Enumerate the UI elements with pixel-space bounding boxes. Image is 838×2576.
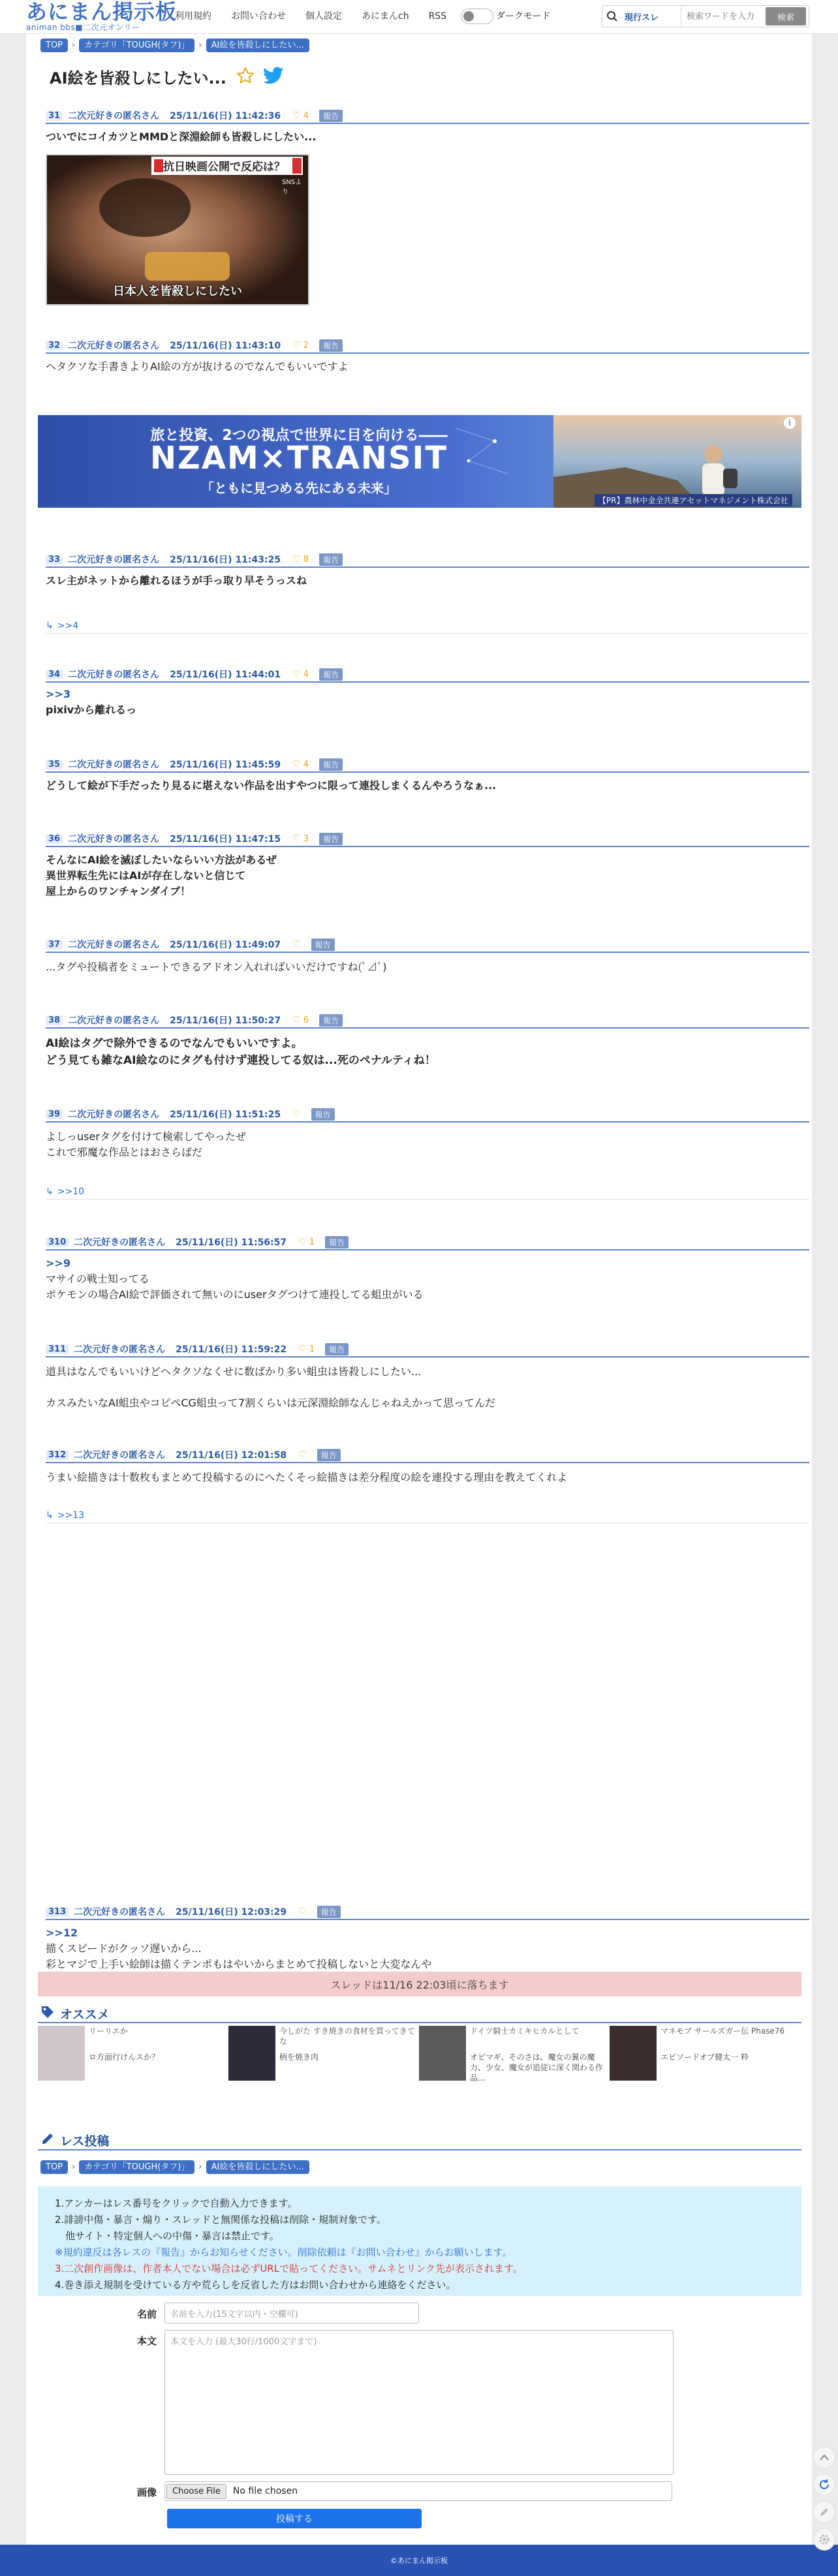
- post-date: 25/11/16(日) 11:45:59: [170, 760, 281, 770]
- like-button[interactable]: [292, 833, 309, 844]
- post-author: 二次元好きの匿名さん: [68, 1016, 160, 1026]
- post-line: ついでにコイカツとMMDと深淵絵師も皆殺しにしたい...: [46, 131, 317, 143]
- name-input[interactable]: 名前を入力(15文字以内・空欄可): [164, 2303, 419, 2323]
- ad-brand: NZAM×TRANSIT: [149, 440, 448, 476]
- like-count: 4: [303, 111, 309, 121]
- post-body: [46, 359, 796, 375]
- post-header: [46, 1904, 809, 1920]
- post-date: 25/11/16(日) 11:49:07: [170, 940, 281, 950]
- choose-file-button[interactable]: Choose File: [166, 2484, 226, 2499]
- recommend-thumbnail: [38, 2026, 85, 2081]
- ad-line1: 旅と投資、2つの視点で世界に目を向ける――: [150, 427, 448, 444]
- post-line: 描くスピードがクッソ遅いから...: [46, 1942, 202, 1955]
- post-line: ポケモンの場合AI絵で評価されて無いのにuserタグつけて連投してる蛆虫がいる: [46, 1288, 424, 1301]
- breadcrumb-top[interactable]: TOP: [40, 2160, 68, 2174]
- post-body: [46, 573, 796, 589]
- report-button[interactable]: 報告: [317, 1449, 341, 1461]
- advertisement-banner[interactable]: [38, 415, 801, 508]
- dark-mode-label: ダークモード: [496, 11, 551, 22]
- section-divider: [38, 2149, 801, 2150]
- post-header: [46, 338, 809, 354]
- recommend-subtitle-text: オビマギ、そのさは、魔女の翼の魔力、少女、魔女が追従に深く関わる作品...: [470, 2053, 604, 2083]
- like-count: 1: [309, 1344, 315, 1354]
- post-line: マサイの戦士知ってる: [46, 1273, 149, 1285]
- report-button[interactable]: 報告: [319, 110, 343, 122]
- recommend-subtitle-text: エピソードオブ健太一 粋: [660, 2053, 749, 2062]
- search-input[interactable]: [681, 7, 772, 26]
- post-date: 25/11/16(日) 11:47:15: [170, 834, 281, 845]
- reply-anchor: >>13: [57, 1510, 85, 1521]
- report-button[interactable]: 報告: [319, 668, 343, 681]
- like-button[interactable]: [298, 1906, 307, 1917]
- post-body: [46, 1035, 796, 1069]
- post-author: 二次元好きの匿名さん: [68, 760, 160, 770]
- like-count: 1: [309, 1237, 315, 1247]
- recommend-heading: [40, 2005, 110, 2023]
- breadcrumb-category[interactable]: カテゴリ「TOUGH(タフ)」: [79, 39, 194, 52]
- nav-rss[interactable]: RSS: [428, 11, 447, 22]
- recommend-thumbnail: [228, 2026, 275, 2081]
- post-number[interactable]: 34: [46, 670, 63, 679]
- site-logo[interactable]: [26, 0, 177, 33]
- post-date: 25/11/16(日) 11:50:27: [170, 1016, 281, 1026]
- heart-icon: ♡: [292, 340, 301, 350]
- recommend-title-text: ドイツ騎士カミキヒカルとして: [470, 2026, 580, 2036]
- logo-title: あにまん掲示板: [26, 0, 178, 24]
- post-author: 二次元好きの匿名さん: [68, 834, 160, 845]
- post-author: 二次元好きの匿名さん: [68, 555, 160, 565]
- heart-icon: ♡: [292, 1015, 301, 1025]
- scroll-top-button[interactable]: [813, 2446, 835, 2468]
- breadcrumb-thread[interactable]: AI絵を皆殺しにしたい...: [206, 39, 309, 52]
- like-count: 3: [303, 834, 309, 844]
- like-button[interactable]: [292, 759, 309, 769]
- recommend-title: オススメ: [60, 2008, 110, 2022]
- post-number[interactable]: 38: [46, 1016, 63, 1025]
- post-line: どう見ても雑なAI絵なのにタグも付けず連投してる奴は...死のペナルティね！: [46, 1054, 436, 1067]
- post-body: [46, 129, 796, 145]
- rule-line: 4.巻き添え規制を受けている方や荒らしを反省した方はお問い合わせから連絡をください。: [55, 2279, 456, 2291]
- nav-animanch[interactable]: あにまんch: [362, 11, 409, 22]
- post-author: 二次元好きの匿名さん: [68, 1110, 160, 1120]
- like-button[interactable]: [292, 1015, 309, 1025]
- search-bar: [602, 5, 809, 27]
- reply-form-title: レス投稿: [60, 2134, 110, 2149]
- post-date: 25/11/16(日) 11:43:25: [170, 555, 281, 565]
- rule-line: 1.アンカーはレス番号をクリックで自動入力できます。: [55, 2197, 298, 2209]
- breadcrumb-bottom: [40, 2160, 313, 2174]
- like-button[interactable]: [292, 669, 309, 679]
- recommend-thumbnail: [610, 2026, 657, 2081]
- like-count: 6: [303, 1016, 309, 1025]
- post-line: そんなにAI絵を滅ぼしたいならいい方法があるぜ: [46, 854, 277, 866]
- thread-title: AI絵を皆殺しにしたい...: [50, 69, 226, 87]
- reply-anchor: >>4: [57, 620, 79, 631]
- post-number[interactable]: 39: [46, 1110, 63, 1119]
- reply-arrow-icon: ↳: [46, 1510, 54, 1521]
- post-line: 彩とマジで上手い絵師は描くテンポもはやいからまとめて投稿しないと大変なんや: [46, 1958, 432, 1970]
- post-header: [46, 757, 809, 773]
- post-line: どうして絵が下手だったり見るに堪えない作品を出すやつに限って連投しまくるんやろうなぁ...: [46, 779, 497, 792]
- post-header: [46, 552, 809, 568]
- post-date: 25/11/16(日) 11:44:01: [170, 670, 281, 680]
- post-number[interactable]: 313: [46, 1907, 69, 1917]
- post-number[interactable]: 310: [46, 1237, 69, 1247]
- post-author: 二次元好きの匿名さん: [68, 111, 160, 121]
- post-body: [46, 959, 796, 975]
- post-line: 道具はなんでもいいけどヘタクソなくせに数ばかり多い蛆虫は皆殺しにしたい...: [46, 1365, 422, 1378]
- post-number[interactable]: 33: [46, 555, 63, 565]
- post-number[interactable]: 312: [46, 1450, 69, 1460]
- heart-icon: ♡: [292, 833, 301, 844]
- post-number[interactable]: 31: [46, 111, 63, 121]
- post-header: [46, 1107, 809, 1123]
- report-button[interactable]: 報告: [319, 1014, 343, 1027]
- heart-icon: ♡: [292, 110, 301, 121]
- file-status: No file chosen: [232, 2486, 298, 2496]
- reload-icon[interactable]: [813, 2474, 835, 2496]
- twitter-share-icon[interactable]: [263, 67, 284, 87]
- reply-anchor: >>10: [57, 1186, 85, 1197]
- site-header: [0, 0, 838, 34]
- post-author: 二次元好きの匿名さん: [68, 341, 160, 351]
- heart-icon: ♡: [298, 1906, 307, 1917]
- report-button[interactable]: 報告: [319, 758, 343, 771]
- post-header: [46, 1013, 809, 1029]
- post-author: 二次元好きの匿名さん: [74, 1907, 166, 1917]
- post-author: 二次元好きの匿名さん: [74, 1237, 166, 1248]
- post-line: AI絵はタグで除外できるのでなんでもいいですよ。: [46, 1037, 303, 1050]
- post-author: 二次元好きの匿名さん: [68, 670, 160, 680]
- post-date: 25/11/16(日) 11:43:10: [170, 341, 281, 351]
- post-line: pixivから離れるっ: [46, 704, 137, 716]
- like-button[interactable]: [292, 1109, 301, 1119]
- copyright-text: ©あにまん掲示板: [390, 2556, 448, 2565]
- favorite-star-icon[interactable]: [236, 66, 255, 88]
- search-scope-select[interactable]: 現行スレ: [625, 12, 659, 23]
- breadcrumb-top[interactable]: TOP: [40, 39, 68, 52]
- post-number[interactable]: 311: [46, 1344, 69, 1354]
- recommend-thumbnail: [419, 2026, 466, 2081]
- like-button[interactable]: [292, 340, 309, 350]
- reply-link[interactable]: [46, 1508, 809, 1523]
- post-line: 異世界転生先にはAIが存在しないと信じて: [46, 869, 246, 882]
- post-line: よしっuserタグを付けて検索してやったぜ: [46, 1130, 246, 1143]
- report-button[interactable]: 報告: [311, 939, 335, 951]
- post-number[interactable]: 32: [46, 341, 63, 350]
- breadcrumb-separator: ›: [72, 40, 76, 50]
- submit-post-button[interactable]: 投稿する: [167, 2509, 422, 2528]
- tag-icon: [40, 2005, 55, 2023]
- report-button[interactable]: 報告: [325, 1236, 349, 1249]
- post-header: [46, 108, 809, 124]
- body-textarea[interactable]: 本文を入力 (最大30行/1000文字まで): [164, 2330, 674, 2475]
- nav-contact[interactable]: お問い合わせ: [231, 11, 286, 22]
- gear-icon[interactable]: [813, 2528, 835, 2551]
- body-label: 本文: [137, 2335, 157, 2347]
- post-author: 二次元好きの匿名さん: [74, 1450, 166, 1461]
- post-body: [46, 1364, 796, 1411]
- post-date: 25/11/16(日) 11:59:22: [176, 1344, 287, 1355]
- like-count: 4: [303, 670, 309, 679]
- image-bottom-caption: 日本人を皆殺しにしたい: [113, 285, 242, 298]
- heart-icon: ♡: [292, 669, 301, 679]
- rule-line: 2.誹謗中傷・暴言・煽り・スレッドと無関係な投稿は削除・規制対象です。: [55, 2214, 386, 2226]
- post-header: [46, 831, 809, 847]
- reply-link[interactable]: [46, 1184, 809, 1200]
- report-button[interactable]: 報告: [325, 1343, 349, 1356]
- write-icon[interactable]: [813, 2501, 835, 2523]
- pencil-icon: [40, 2132, 55, 2149]
- breadcrumb: [40, 38, 313, 52]
- name-label: 名前: [137, 2308, 157, 2320]
- dark-mode-toggle[interactable]: [461, 8, 493, 24]
- heart-icon: ♡: [292, 939, 301, 950]
- post-header: [46, 1448, 809, 1463]
- recommend-item[interactable]: [610, 2026, 796, 2086]
- report-button[interactable]: 報告: [319, 553, 343, 566]
- posting-rules: [38, 2186, 801, 2296]
- ad-sponsor: 【PR】農林中金全共連アセットマネジメント株式会社: [595, 494, 792, 506]
- breadcrumb-category[interactable]: カテゴリ「TOUGH(タフ)」: [79, 2160, 194, 2174]
- like-count: 4: [303, 760, 309, 769]
- nav-terms[interactable]: 利用規約: [175, 11, 211, 22]
- recommend-title-text: リーリエか: [89, 2026, 128, 2036]
- post-author: 二次元好きの匿名さん: [74, 1344, 166, 1355]
- post-number[interactable]: 37: [46, 940, 63, 950]
- like-count: 2: [303, 341, 309, 350]
- post-line: ...タグや投稿者をミュートできるアドオン入れればいいだけですね(ﾟ⊿ﾟ): [46, 961, 387, 973]
- reply-link[interactable]: [46, 618, 809, 634]
- post-header: [46, 937, 809, 953]
- heart-icon: ♡: [298, 1237, 307, 1247]
- heart-icon: ♡: [298, 1450, 307, 1460]
- post-line: 屋上からのワンチャンダイブ！: [46, 885, 191, 897]
- post-anchor-link[interactable]: >>3: [46, 688, 70, 700]
- report-button[interactable]: 報告: [317, 1906, 341, 1918]
- thread-title-row: [50, 65, 284, 88]
- recommend-subtitle-text: ロ方面行けんスか？: [89, 2053, 160, 2062]
- heart-icon: ♡: [298, 1344, 307, 1354]
- breadcrumb-separator: ›: [72, 2162, 76, 2172]
- post-line: ヘタクソな手書きよりAI絵の方が抜けるのでなんでもいいですよ: [46, 360, 349, 373]
- nav-personal-settings[interactable]: 個人設定: [305, 11, 342, 22]
- image-source-tag: SNSより: [282, 179, 302, 196]
- post-body: [46, 1925, 796, 1972]
- recommend-title-text: 今しがた すき焼きの食材を買ってきてな: [279, 2026, 415, 2046]
- reply-arrow-icon: ↳: [46, 1186, 54, 1197]
- recommend-subtitle-text: 柄を焼き肉: [279, 2053, 319, 2062]
- post-line: スレ主がネットから離れるほうが手っ取り早そうっスね: [46, 574, 307, 587]
- recommend-item[interactable]: [419, 2026, 606, 2086]
- breadcrumb-thread[interactable]: AI絵を皆殺しにしたい...: [206, 2160, 309, 2174]
- post-number[interactable]: 35: [46, 760, 63, 769]
- report-button[interactable]: 報告: [311, 1108, 335, 1121]
- recommend-item[interactable]: [228, 2026, 415, 2086]
- thread-expiry-notice: スレッドは11/16 22:03頃に落ちます: [38, 1972, 801, 1996]
- recommend-title-text: マネモブ サールズガー伝 Phase76: [660, 2026, 785, 2036]
- post-body: [46, 687, 796, 718]
- logo-subtitle: animan bbs■二次元オンリー: [26, 23, 140, 32]
- section-divider: [38, 2022, 801, 2023]
- image-label: 画像: [137, 2487, 157, 2498]
- top-nav: [175, 9, 466, 23]
- post-date: 25/11/16(日) 11:51:25: [170, 1110, 281, 1120]
- like-button[interactable]: [292, 554, 309, 565]
- like-button[interactable]: [298, 1237, 315, 1247]
- post-date: 25/11/16(日) 11:56:57: [176, 1237, 287, 1248]
- heart-icon: ♡: [292, 554, 301, 565]
- search-button[interactable]: 検索: [766, 7, 806, 25]
- post-anchor-link[interactable]: >>9: [46, 1257, 70, 1269]
- reply-form-heading: [40, 2132, 109, 2149]
- like-count: 8: [303, 555, 309, 565]
- breadcrumb-separator: ›: [198, 40, 202, 50]
- post-date: 25/11/16(日) 12:03:29: [176, 1907, 287, 1917]
- ad-tagline: 「ともに見つめる先にある未来」: [201, 480, 397, 496]
- like-button[interactable]: [292, 939, 301, 950]
- post-date: 25/11/16(日) 12:01:58: [176, 1450, 287, 1461]
- rule-line: 3.二次創作画像は、作者本人でない場合は必ずURLで貼ってください。サムネとリンク先が表示されます。: [55, 2263, 523, 2274]
- rule-line: ※規約違反は各レスの『報告』からお知らせください。削除依頼は『お問い合わせ』からお願いします。: [55, 2246, 512, 2258]
- like-button[interactable]: [292, 110, 309, 121]
- heart-icon: ♡: [292, 1109, 301, 1119]
- post-body: [46, 1256, 796, 1303]
- post-body: [46, 1129, 796, 1160]
- post-line: これで邪魔な作品とはおさらばだ: [46, 1146, 203, 1158]
- search-icon: [602, 7, 622, 26]
- report-button[interactable]: 報告: [319, 339, 343, 352]
- post-header: [46, 1342, 809, 1358]
- post-number[interactable]: 36: [46, 834, 63, 844]
- post-line: [46, 1380, 796, 1395]
- like-button[interactable]: [298, 1344, 315, 1354]
- like-button[interactable]: [298, 1450, 307, 1460]
- post-body: [46, 778, 796, 794]
- post-body: [46, 852, 796, 899]
- post-anchor-link[interactable]: >>12: [46, 1927, 78, 1939]
- rule-line: 他サイト・特定個人への中傷・暴言は禁止です。: [65, 2230, 279, 2242]
- heart-icon: ♡: [292, 759, 301, 769]
- site-footer: [0, 2545, 838, 2576]
- svg-text:i: i: [788, 418, 791, 427]
- post-date: 25/11/16(日) 11:42:36: [170, 111, 281, 121]
- post-body: [46, 1470, 796, 1485]
- report-button[interactable]: 報告: [319, 833, 343, 845]
- post-line: カスみたいなAI蛆虫やコピペCG蛆虫って7割くらいは元深淵絵師なんじゃねえかって思ってんだ: [46, 1397, 496, 1409]
- recommend-item[interactable]: [38, 2026, 225, 2086]
- breadcrumb-separator: ›: [198, 2162, 202, 2172]
- post-author: 二次元好きの匿名さん: [68, 940, 160, 950]
- post-image[interactable]: [46, 154, 309, 305]
- post-header: [46, 667, 809, 683]
- post-line: うまい絵描きは十数枚もまとめて投稿するのにへたくそっ絵描きは差分程度の絵を連投する理由を教えてくれよ: [46, 1471, 568, 1483]
- reply-arrow-icon: ↳: [46, 620, 54, 631]
- image-top-caption: 抗日映画公開で反応は？: [163, 161, 285, 174]
- toggle-knob: [463, 11, 474, 22]
- image-file-input[interactable]: [164, 2481, 672, 2501]
- post-header: [46, 1235, 809, 1250]
